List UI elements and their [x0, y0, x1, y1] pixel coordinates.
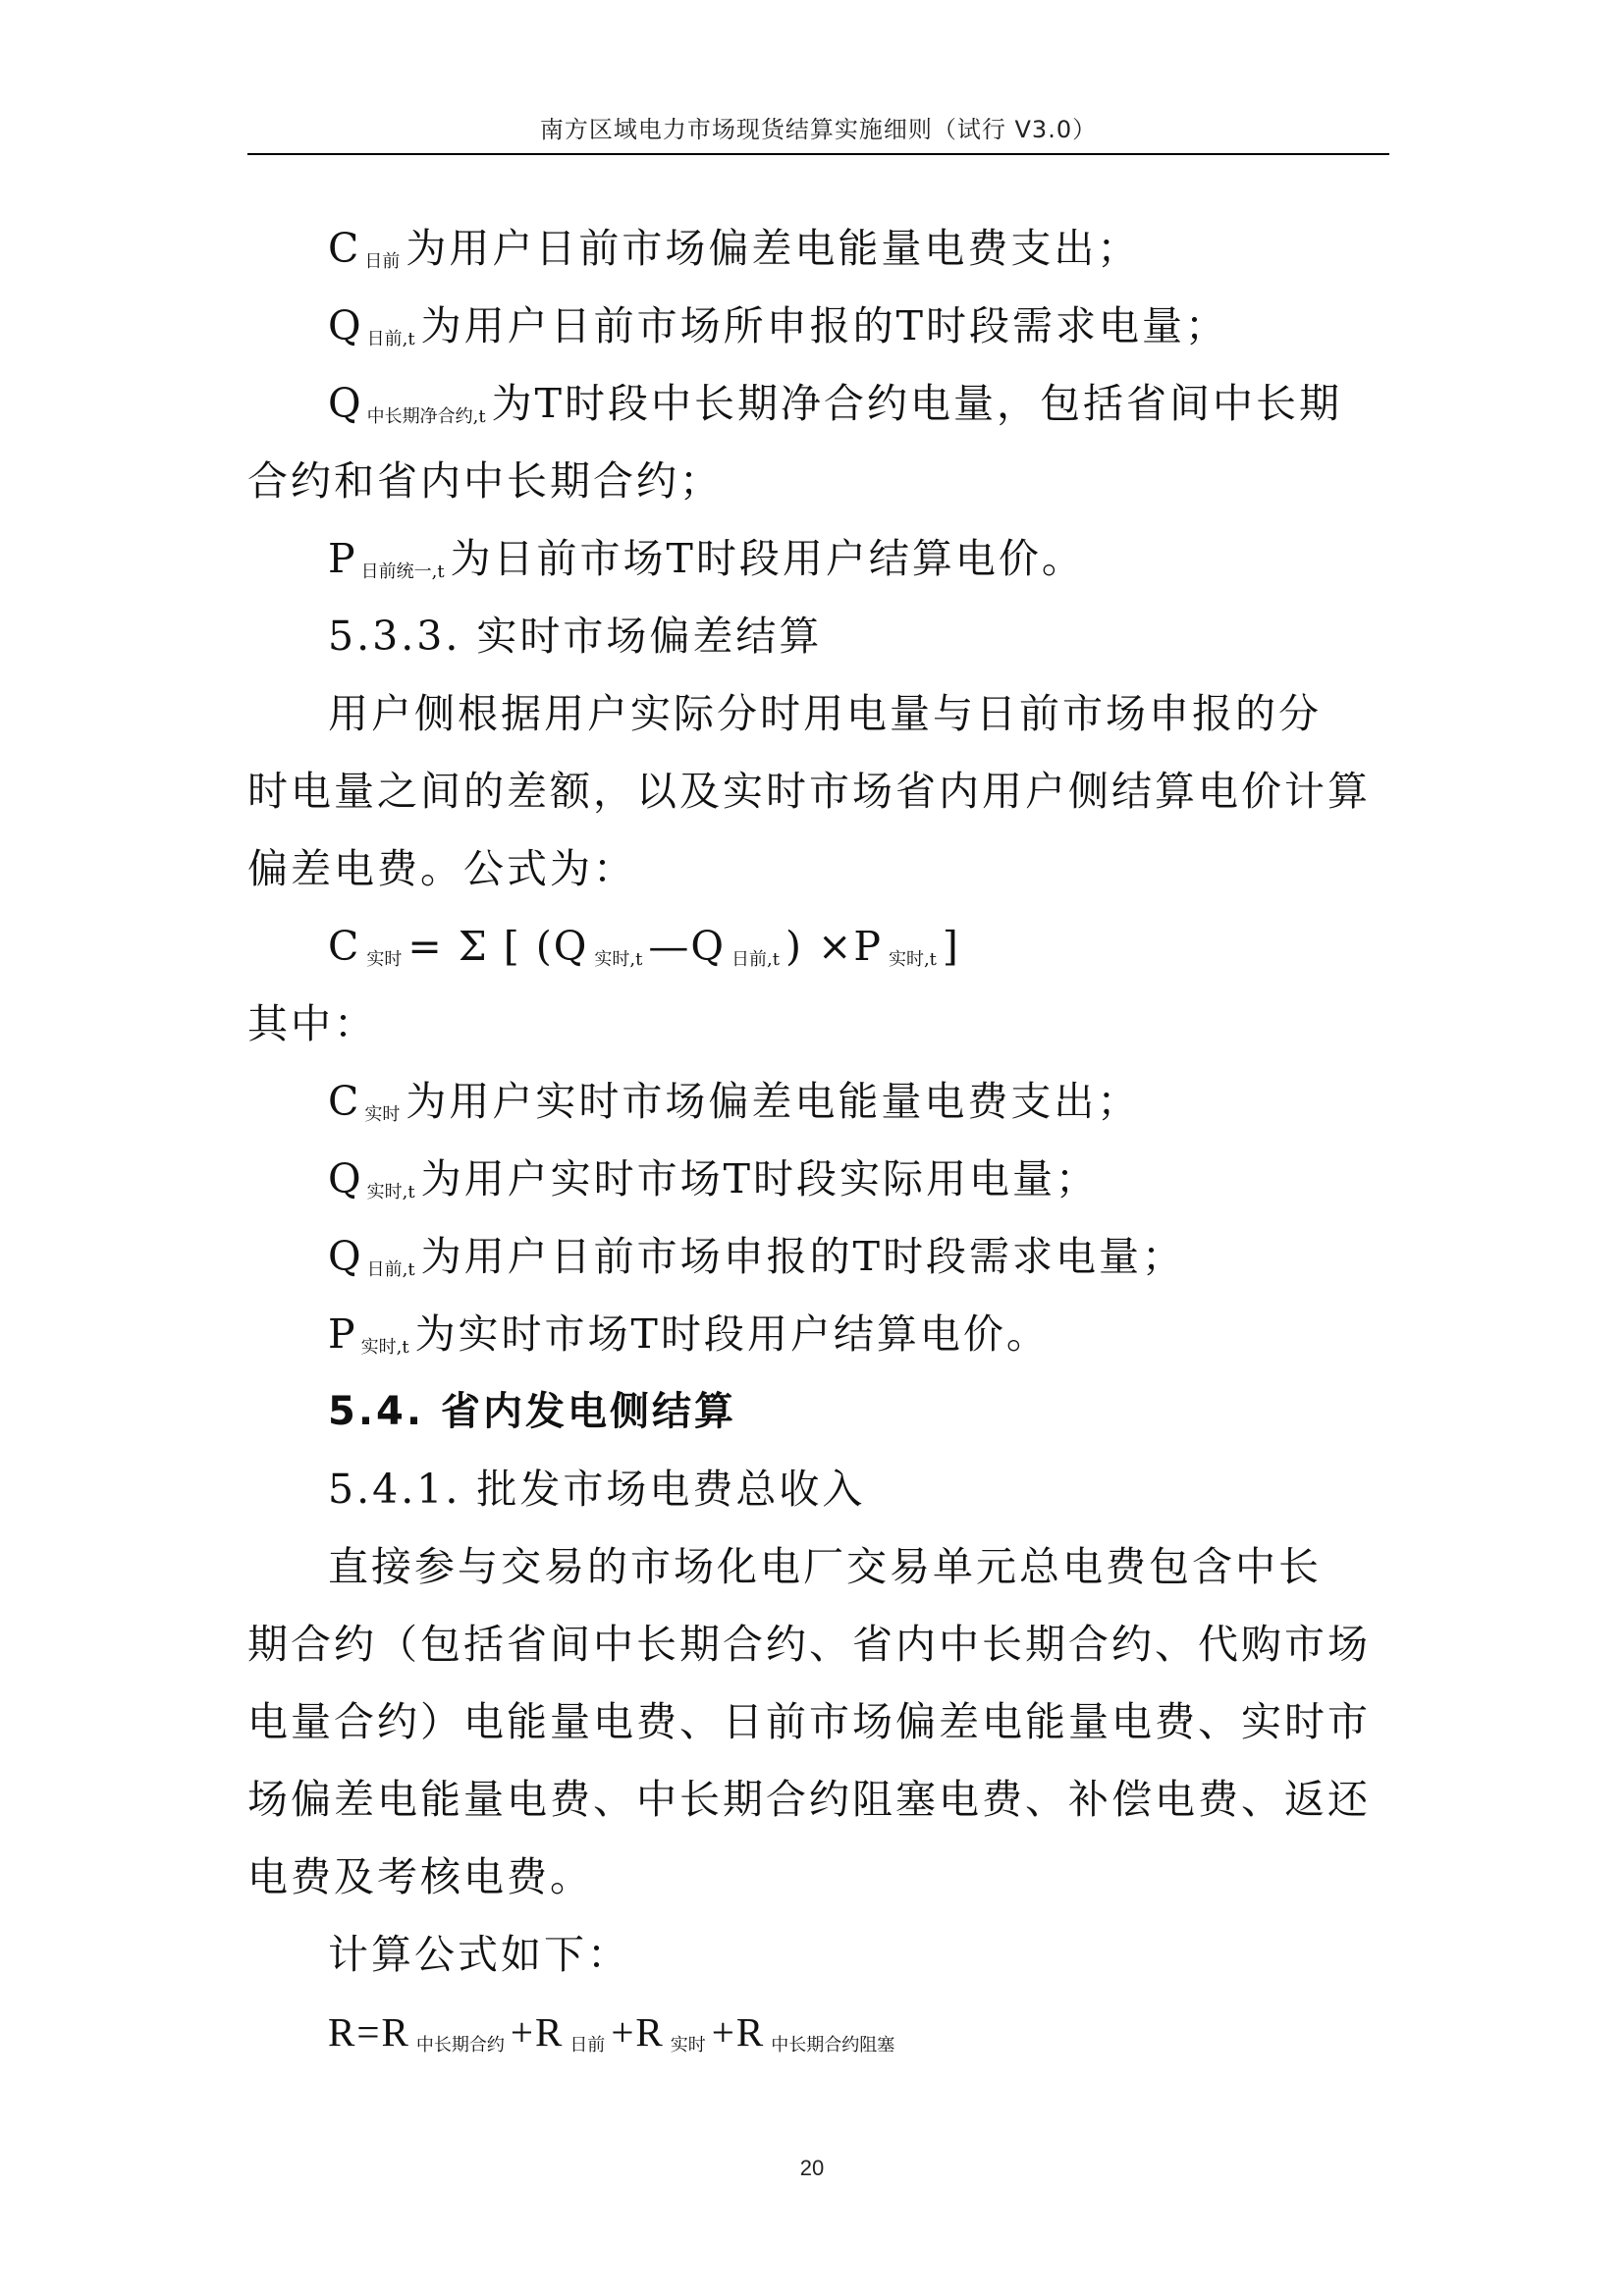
variable-subscript: 实时,t — [360, 1336, 409, 1358]
section-heading-5-4: 5.4. 省内发电侧结算 — [328, 1389, 736, 1434]
variable-subscript: 实时 — [364, 1103, 401, 1125]
definition-text: 为用户日前市场申报的T时段需求电量； — [420, 1233, 1185, 1280]
where-label: 其中： — [247, 1000, 377, 1047]
page-number: 20 — [799, 2156, 825, 2180]
variable-subscript: 中长期净合约,t — [366, 405, 486, 427]
definition-text: 为用户日前市场偏差电能量电费支出； — [406, 225, 1141, 272]
definition-q-netcontract — [247, 365, 1389, 455]
formula-part: +R — [510, 2009, 565, 2055]
variable-subscript: 日前,t — [366, 328, 415, 349]
formula-subscript: 实时 — [366, 948, 403, 970]
formula-part: ] — [942, 923, 960, 970]
definition-p-dayahead — [247, 520, 1389, 611]
definition-continuation: 合约和省内中长期合约； — [247, 457, 723, 505]
variable-symbol: P — [328, 1310, 355, 1358]
section-heading-5-4-1: 5.4.1. 批发市场电费总收入 — [328, 1466, 866, 1513]
paragraph-line: 电量合约）电能量电费、日前市场偏差电能量电费、实时市 — [247, 1698, 1371, 1745]
definition-text: 为T时段中长期净合约电量，包括省间中长期 — [491, 380, 1342, 427]
variable-symbol: Q — [328, 380, 361, 427]
page-header: 南方区域电力市场现货结算实施细则（试行 V3.0） — [539, 116, 1098, 143]
formula-subscript: 中长期合约阻塞 — [771, 2034, 895, 2055]
formula-subscript: 中长期合约 — [415, 2034, 505, 2055]
definition-text: 为用户实时市场偏差电能量电费支出； — [406, 1078, 1141, 1125]
formula-part: = Σ [ (Q — [407, 923, 589, 970]
definition-p-realtime — [247, 1296, 1389, 1386]
variable-subscript: 实时,t — [366, 1181, 415, 1202]
formula-part: +R — [611, 2009, 665, 2055]
variable-symbol: C — [328, 225, 359, 272]
paragraph-line: 期合约（包括省间中长期合约、省内中长期合约、代购市场 — [247, 1621, 1371, 1668]
formula-part: C — [328, 923, 361, 970]
paragraph-line: 偏差电费。公式为： — [247, 845, 636, 892]
variable-subscript: 日前 — [364, 250, 401, 272]
variable-symbol: P — [328, 535, 355, 582]
variable-symbol: Q — [328, 1233, 361, 1280]
header-rule — [247, 153, 1389, 155]
formula-part: —Q — [648, 923, 727, 970]
variable-symbol: Q — [328, 1155, 361, 1202]
definition-text: 为实时市场T时段用户结算电价。 — [414, 1310, 1050, 1358]
formula-total-revenue — [247, 1994, 1389, 2084]
paragraph-line: 直接参与交易的市场化电厂交易单元总电费包含中长 — [328, 1543, 1322, 1590]
paragraph-line: 电费及考核电费。 — [247, 1853, 593, 1900]
formula-subscript: 实时,t — [888, 948, 937, 970]
variable-symbol: C — [328, 1078, 359, 1125]
formula-realtime-fee — [247, 908, 1389, 998]
formula-subscript: 实时 — [670, 2034, 706, 2055]
definition-q-realtime — [247, 1141, 1389, 1231]
variable-subscript: 日前统一,t — [360, 561, 445, 582]
variable-subscript: 日前,t — [366, 1258, 415, 1280]
definition-c-dayahead — [247, 210, 1389, 300]
formula-part: R=R — [328, 2009, 410, 2055]
section-heading-5-3-3: 5.3.3. 实时市场偏差结算 — [328, 613, 823, 660]
definition-text: 为日前市场T时段用户结算电价。 — [450, 535, 1085, 582]
formula-part: ) ×P — [785, 923, 883, 970]
definition-text: 为用户实时市场T时段实际用电量； — [420, 1155, 1099, 1202]
formula-subscript: 实时,t — [594, 948, 643, 970]
variable-symbol: Q — [328, 302, 361, 349]
definition-c-realtime — [247, 1063, 1389, 1153]
formula-subscript: 日前 — [569, 2034, 606, 2055]
paragraph-line: 时电量之间的差额，以及实时市场省内用户侧结算电价计算 — [247, 768, 1371, 815]
definition-q-dayahead — [247, 288, 1389, 378]
paragraph-line: 场偏差电能量电费、中长期合约阻塞电费、补偿电费、返还 — [247, 1776, 1371, 1823]
formula-part: +R — [711, 2009, 766, 2055]
paragraph-line: 用户侧根据用户实际分时用电量与日前市场申报的分 — [328, 690, 1322, 737]
definition-text: 为用户日前市场所申报的T时段需求电量； — [420, 302, 1228, 349]
definition-q-dayahead-declared — [247, 1218, 1389, 1308]
calc-intro: 计算公式如下： — [328, 1931, 630, 1978]
formula-subscript: 日前,t — [731, 948, 780, 970]
